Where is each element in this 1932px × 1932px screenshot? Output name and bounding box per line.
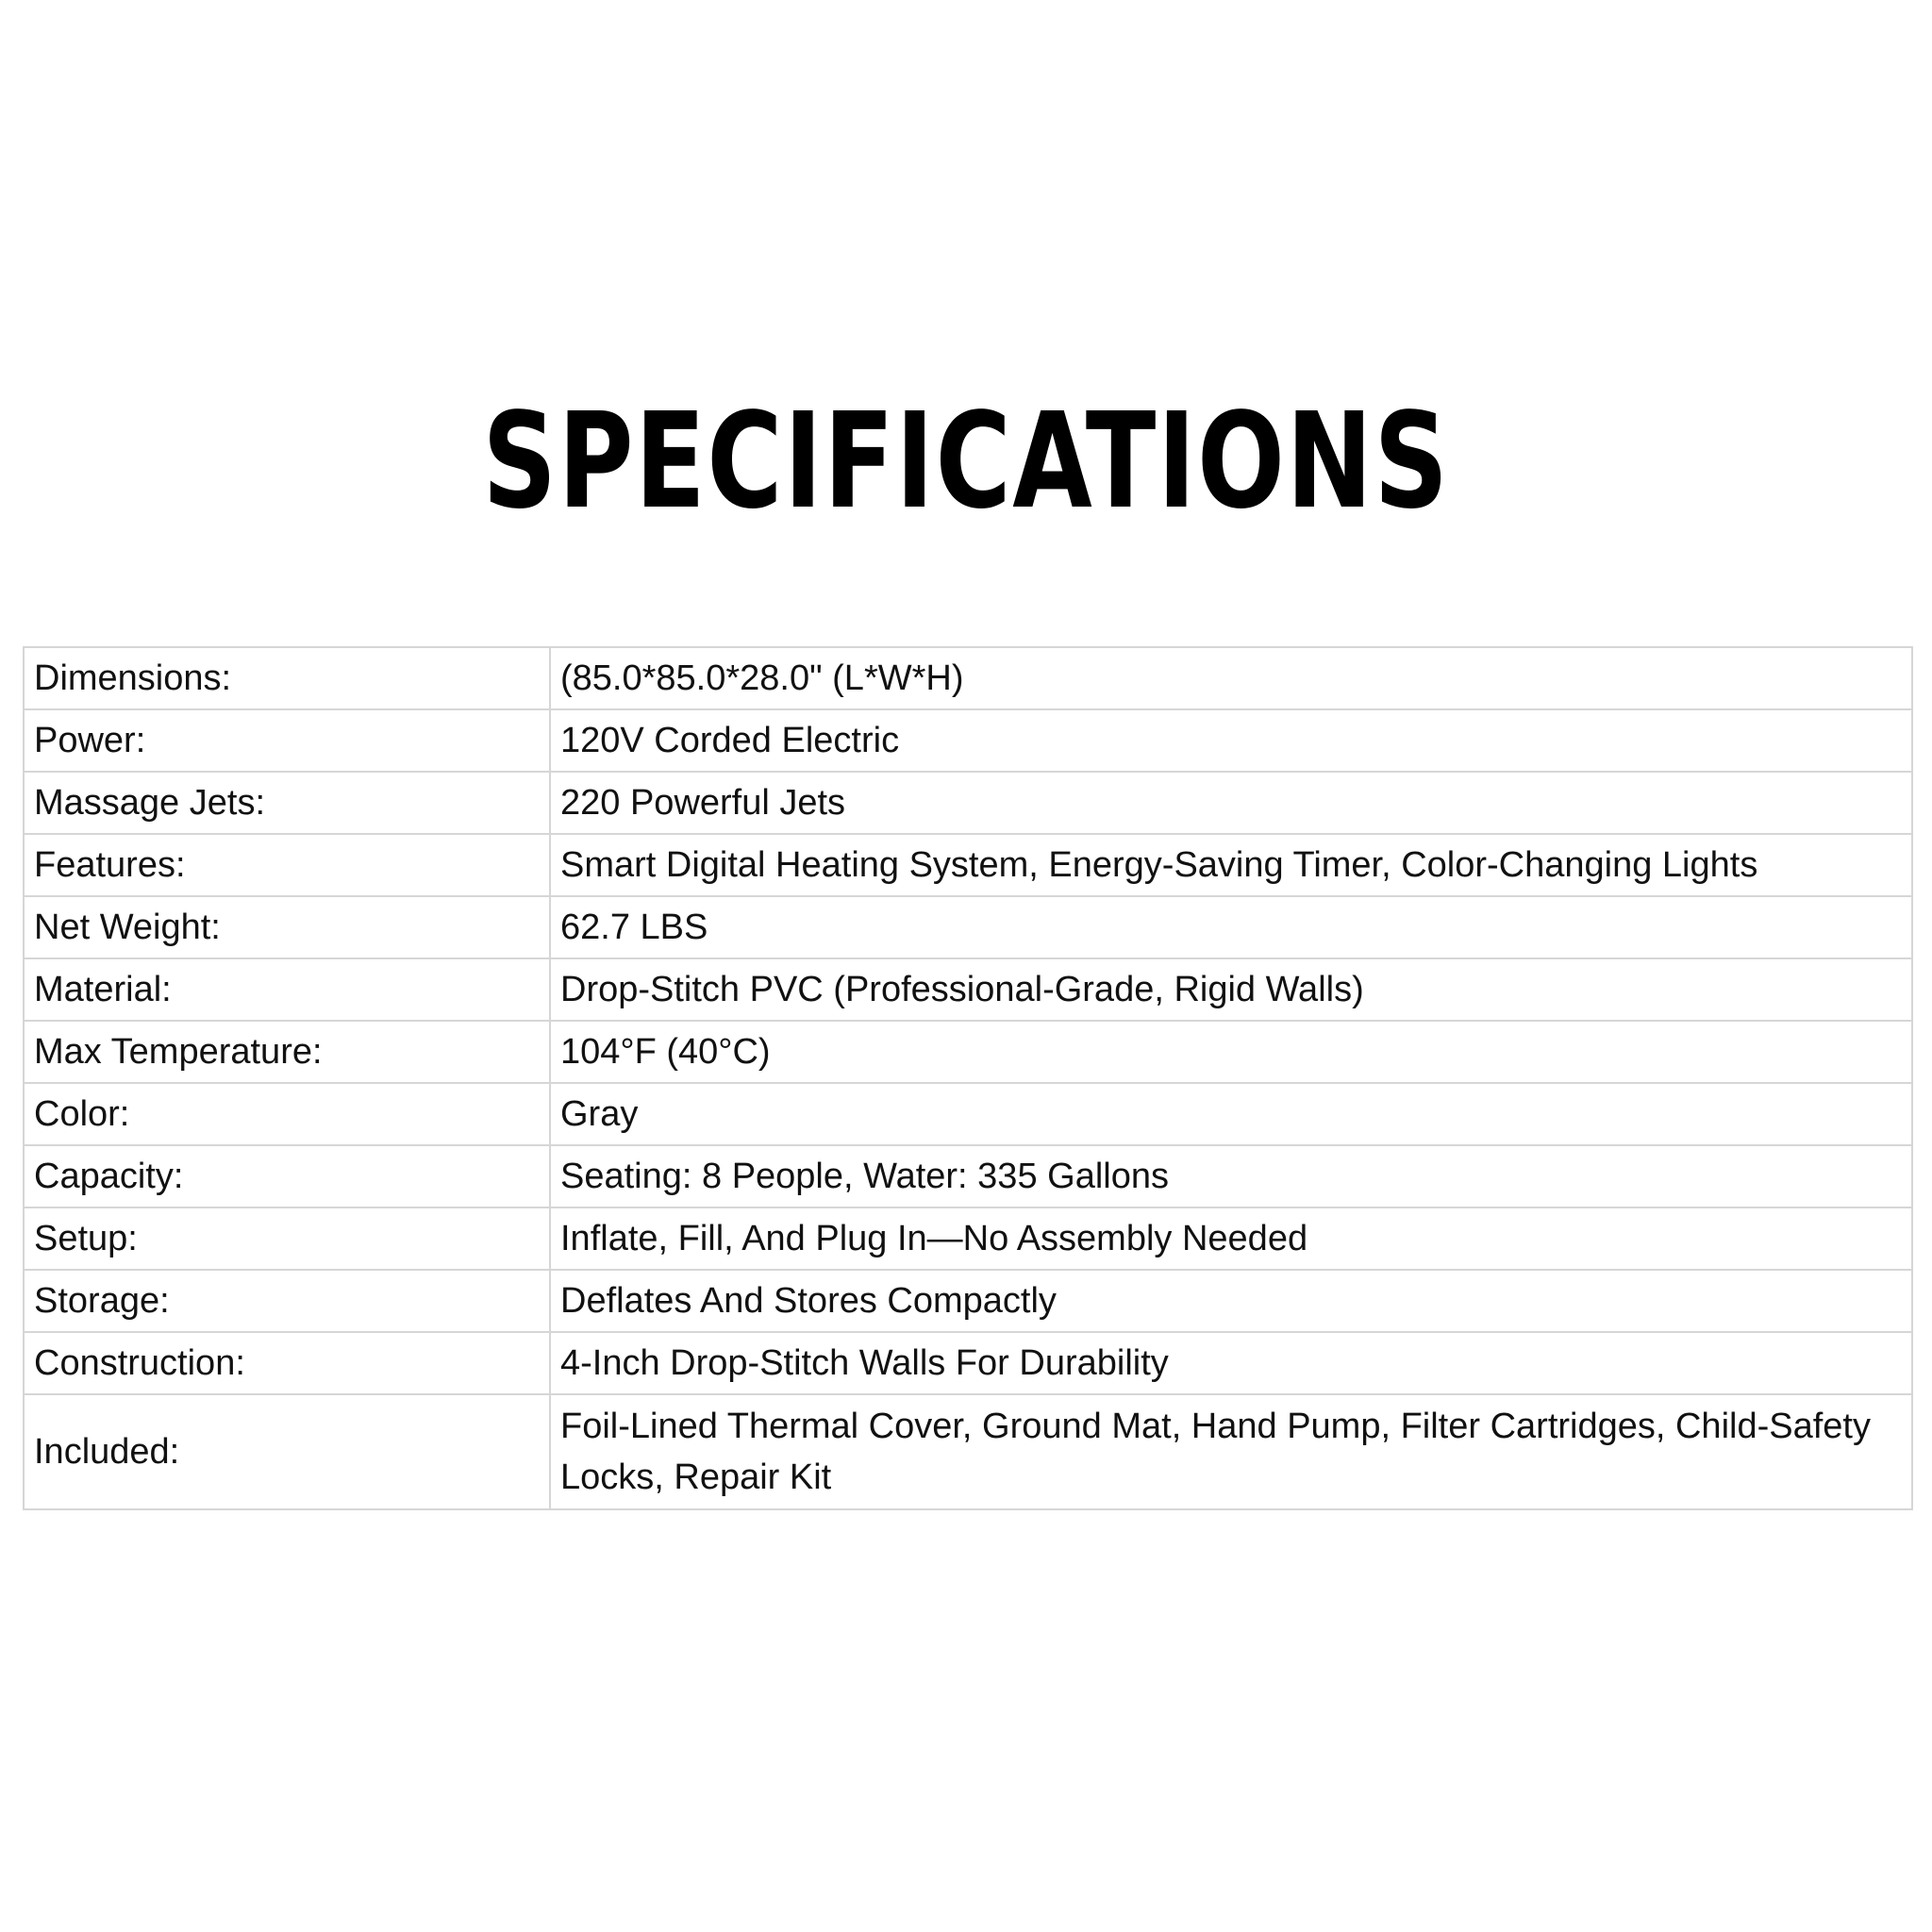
spec-value: (85.0*85.0*28.0" (L*W*H)	[550, 647, 1912, 709]
spec-value: Foil-Lined Thermal Cover, Ground Mat, Hand Pump, Filter Cartridges, Child-Safety Locks, Repair Kit	[550, 1394, 1912, 1509]
spec-value: 104°F (40°C)	[550, 1021, 1912, 1083]
spec-label: Max Temperature:	[24, 1021, 550, 1083]
spec-label: Setup:	[24, 1208, 550, 1270]
spec-label: Massage Jets:	[24, 772, 550, 834]
spec-label: Storage:	[24, 1270, 550, 1332]
table-row	[24, 958, 1912, 1021]
spec-value: Deflates And Stores Compactly	[550, 1270, 1912, 1332]
spec-label: Dimensions:	[24, 647, 550, 709]
specifications-table	[23, 646, 1913, 1510]
spec-label: Construction:	[24, 1332, 550, 1394]
table-row	[24, 1270, 1912, 1332]
spec-value: Gray	[550, 1083, 1912, 1145]
table-row	[24, 1394, 1912, 1509]
spec-label: Color:	[24, 1083, 550, 1145]
spec-value: 4-Inch Drop-Stitch Walls For Durability	[550, 1332, 1912, 1394]
spec-label: Included:	[24, 1394, 550, 1509]
spec-label: Material:	[24, 958, 550, 1021]
spec-label: Power:	[24, 709, 550, 772]
table-row	[24, 772, 1912, 834]
spec-value: 220 Powerful Jets	[550, 772, 1912, 834]
spec-label: Net Weight:	[24, 896, 550, 958]
table-row	[24, 647, 1912, 709]
spec-value: Drop-Stitch PVC (Professional-Grade, Rigid Walls)	[550, 958, 1912, 1021]
spec-label: Features:	[24, 834, 550, 896]
table-row	[24, 709, 1912, 772]
spec-value: Smart Digital Heating System, Energy-Saving Timer, Color-Changing Lights	[550, 834, 1912, 896]
spec-value: Seating: 8 People, Water: 335 Gallons	[550, 1145, 1912, 1208]
table-row	[24, 1332, 1912, 1394]
table-row	[24, 1021, 1912, 1083]
table-row	[24, 1083, 1912, 1145]
spec-label: Capacity:	[24, 1145, 550, 1208]
spec-value: Inflate, Fill, And Plug In—No Assembly Needed	[550, 1208, 1912, 1270]
table-row	[24, 1208, 1912, 1270]
spec-value: 62.7 LBS	[550, 896, 1912, 958]
table-row	[24, 896, 1912, 958]
page-title: SPECIFICATIONS	[482, 385, 1450, 539]
table-row	[24, 1145, 1912, 1208]
spec-value: 120V Corded Electric	[550, 709, 1912, 772]
table-row	[24, 834, 1912, 896]
